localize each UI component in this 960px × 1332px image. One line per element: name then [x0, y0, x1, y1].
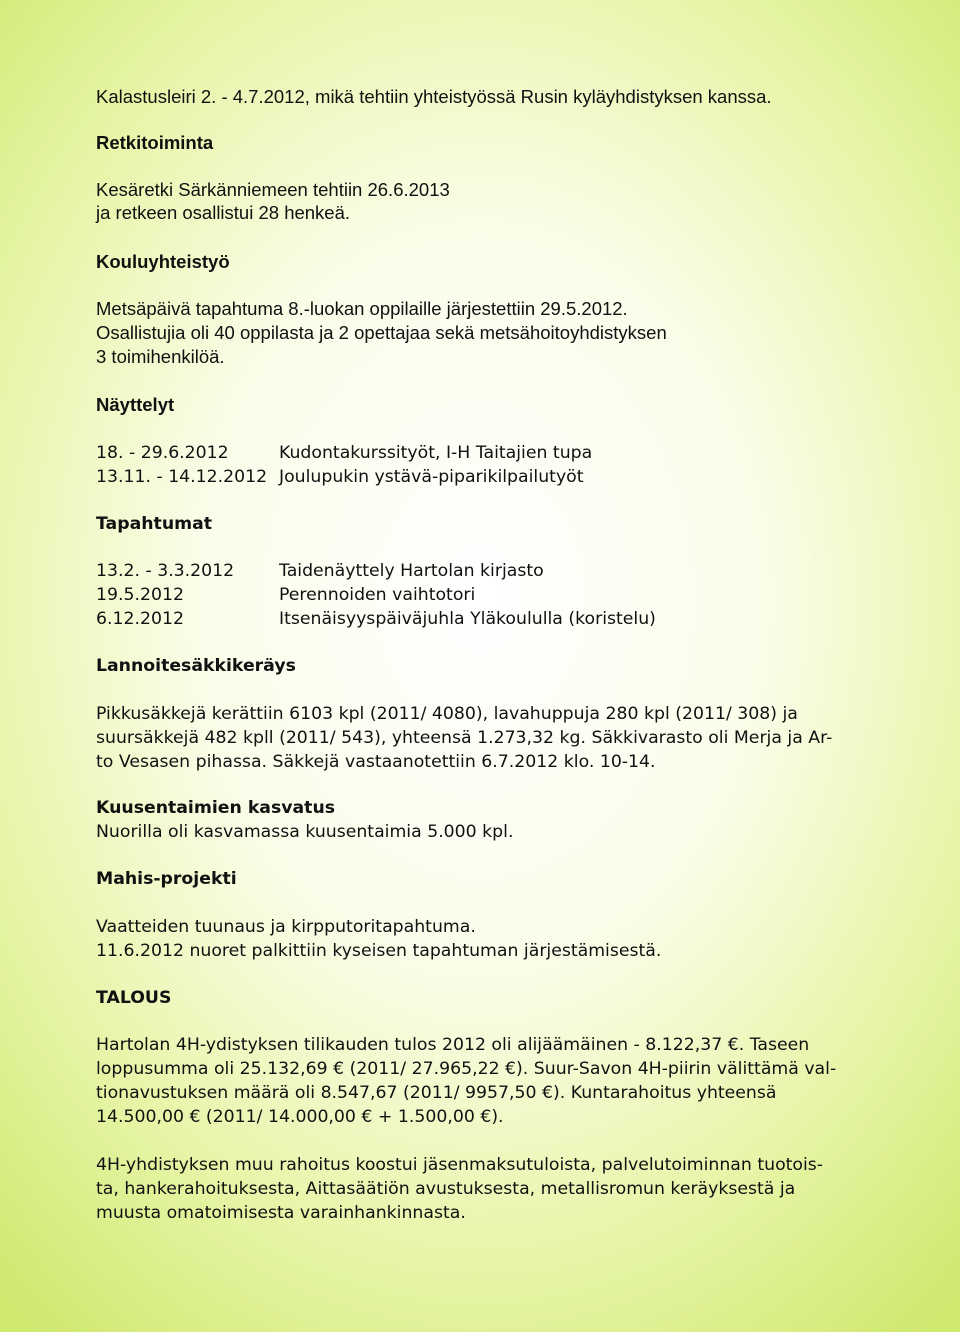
nayttely-text: Joulupukin ystävä-piparikilpailutyöt — [279, 467, 584, 487]
talous-line: 14.500,00 € (2011/ 14.000,00 € + 1.500,00 €). — [96, 1107, 504, 1127]
kouluyhteistyo-line: Metsäpäivä tapahtuma 8.-luokan oppilaille järjestettiin 29.5.2012. — [96, 298, 628, 319]
kouluyhteistyo-line: Osallistujia oli 40 oppilasta ja 2 opettajaa sekä metsähoitoyhdistyksen — [96, 322, 667, 343]
tapahtuma-text: Itsenäisyyspäiväjuhla Yläkoululla (koristelu) — [279, 609, 656, 629]
nayttely-text: Kudontakurssityöt, I-H Taitajien tupa — [279, 443, 593, 463]
talous-line: Hartolan 4H-ydistyksen tilikauden tulos 2012 oli alijäämäinen - 8.122,37 €. Taseen — [96, 1035, 810, 1055]
lannoitesakki-line: suursäkkejä 482 kpll (2011/ 543), yhteensä 1.273,32 kg. Säkkivarasto oli Merja ja Ar- — [96, 728, 833, 748]
nayttely-row — [96, 441, 866, 465]
tapahtuma-text: Taidenäyttely Hartolan kirjasto — [279, 561, 544, 581]
tapahtuma-date: 13.2. - 3.3.2012 — [96, 561, 235, 581]
tapahtuma-row — [96, 559, 866, 583]
tapahtuma-date: 19.5.2012 — [96, 585, 184, 605]
nayttelyt-heading: Näyttelyt — [96, 394, 175, 415]
tapahtuma-text: Perennoiden vaihtotori — [279, 585, 476, 605]
talous-heading: TALOUS — [96, 988, 172, 1008]
retkitoiminta-heading: Retkitoiminta — [96, 132, 214, 153]
tapahtuma-date: 6.12.2012 — [96, 609, 184, 629]
retkitoiminta-line: Kesäretki Särkänniemeen tehtiin 26.6.2013 — [96, 179, 450, 200]
lannoitesakki-line: to Vesasen pihassa. Säkkejä vastaanotettiin 6.7.2012 klo. 10-14. — [96, 752, 656, 772]
lannoitesakkikerays-heading: Lannoitesäkkikeräys — [96, 656, 296, 676]
talous-line: muusta omatoimisesta varainhankinnasta. — [96, 1203, 466, 1223]
nayttely-date: 13.11. - 14.12.2012 — [96, 467, 268, 487]
tapahtuma-row — [96, 583, 866, 607]
kalastusleiri-text: Kalastusleiri 2. - 4.7.2012, mikä tehtiin yhteistyössä Rusin kyläyhdistyksen kanssa. — [96, 86, 772, 107]
talous-line: ta, hankerahoituksesta, Aittasäätiön avustuksesta, metallisromun keräyksestä ja — [96, 1179, 796, 1199]
nayttely-date: 18. - 29.6.2012 — [96, 443, 229, 463]
tapahtumat-heading: Tapahtumat — [96, 514, 213, 534]
talous-line: 4H-yhdistyksen muu rahoitus koostui jäsenmaksutuloista, palvelutoiminnan tuotois- — [96, 1155, 824, 1175]
mahis-line: Vaatteiden tuunaus ja kirpputoritapahtuma. — [96, 917, 476, 937]
talous-line: loppusumma oli 25.132,69 € (2011/ 27.965,22 €). Suur-Savon 4H-piirin välittämä val- — [96, 1059, 837, 1079]
kouluyhteistyo-heading: Kouluyhteistyö — [96, 251, 230, 272]
retkitoiminta-line: ja retkeen osallistui 28 henkeä. — [96, 202, 351, 223]
kuusentaimien-heading: Kuusentaimien kasvatus — [96, 798, 336, 818]
mahis-heading: Mahis-projekti — [96, 869, 237, 889]
tapahtuma-row — [96, 607, 866, 631]
talous-line: tionavustuksen määrä oli 8.547,67 (2011/ 9957,50 €). Kuntarahoitus yhteensä — [96, 1083, 777, 1103]
nayttely-row — [96, 465, 866, 489]
mahis-line: 11.6.2012 nuoret palkittiin kyseisen tapahtuman järjestämisestä. — [96, 941, 662, 961]
lannoitesakki-line: Pikkusäkkejä kerättiin 6103 kpl (2011/ 4080), lavahuppuja 280 kpl (2011/ 308) ja — [96, 704, 798, 724]
kuusentaimien-line: Nuorilla oli kasvamassa kuusentaimia 5.000 kpl. — [96, 822, 514, 842]
kouluyhteistyo-line: 3 toimihenkilöä. — [96, 346, 225, 367]
